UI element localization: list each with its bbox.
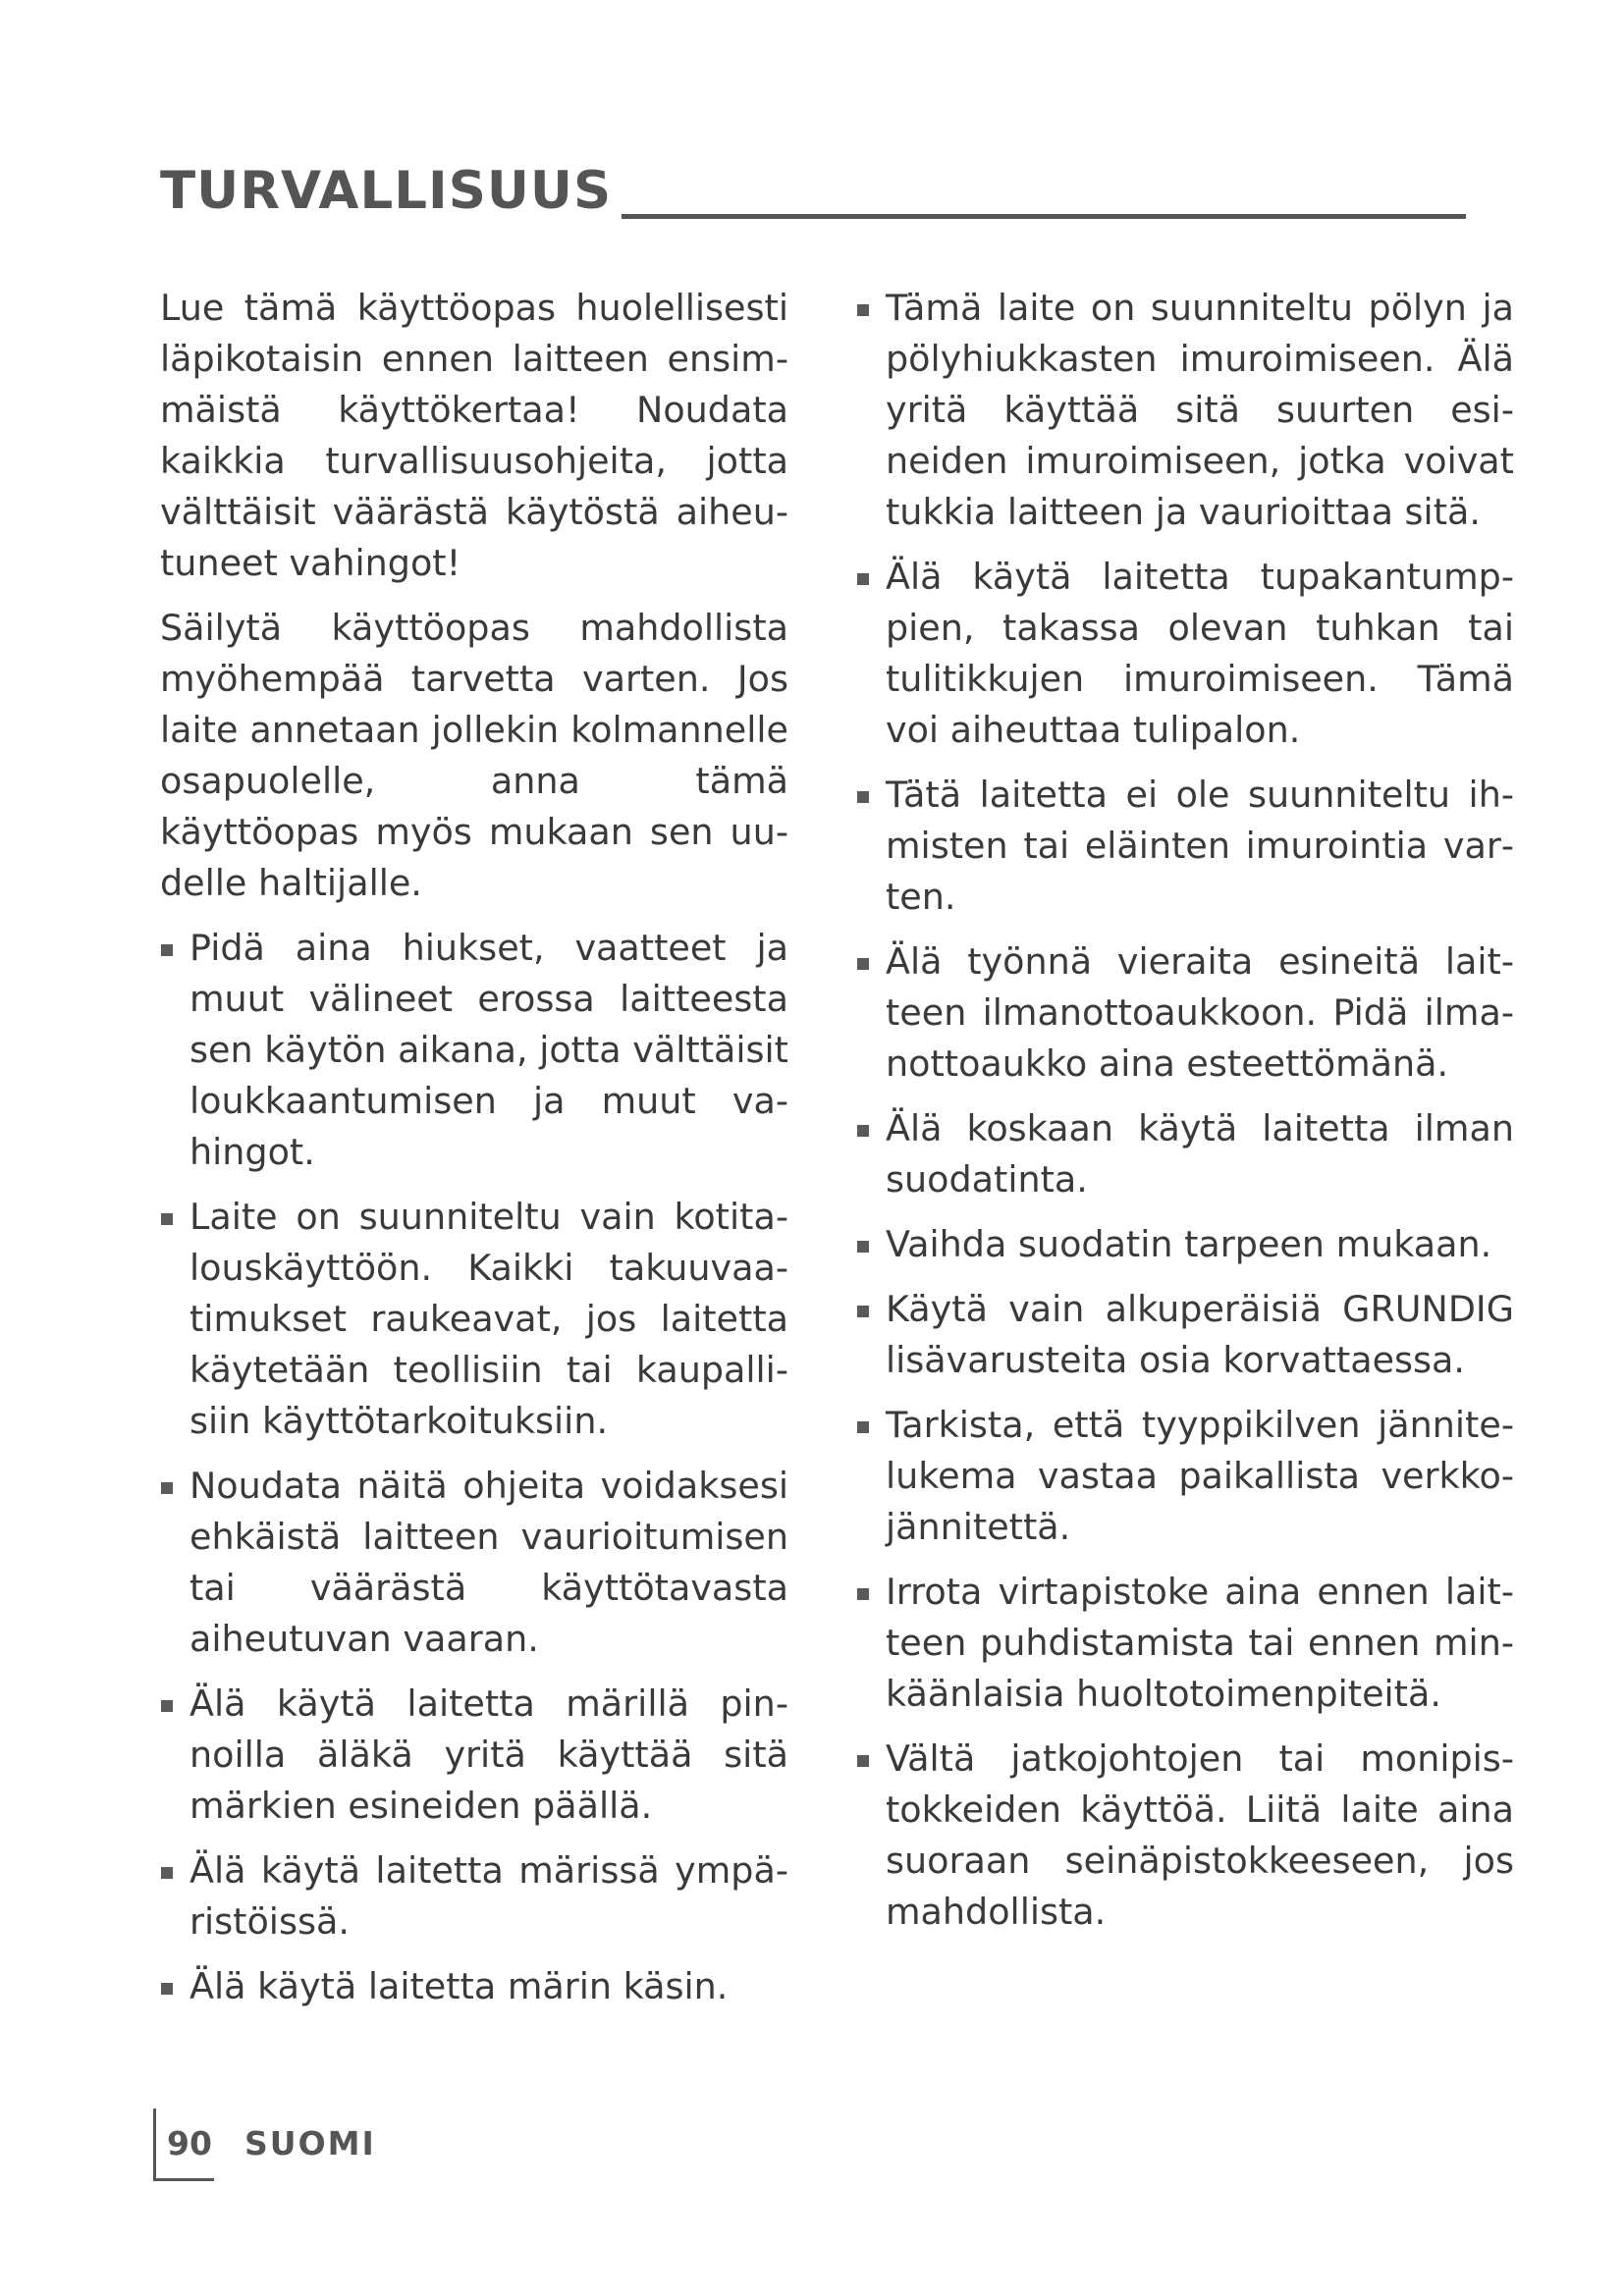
list-item <box>856 1400 1514 1553</box>
square-bullet-icon <box>857 791 869 803</box>
square-bullet-icon <box>857 1588 869 1600</box>
square-bullet-icon <box>857 958 869 970</box>
page-header <box>160 157 1466 226</box>
list-item-text: Tämä laite on suunniteltu pölyn ja pölyhiukkasten imuroimiseen. Älä yritä käyttää sitä suurten esineiden imuroimiseen, jotka voivat tukkia laitteen ja vaurioittaa sitä. <box>886 287 1514 533</box>
list-item <box>160 1192 788 1447</box>
square-bullet-icon <box>161 944 173 956</box>
list-item-text: Tarkista, että tyyppikilven jännitelukema vastaa paikallista verkkojännitettä. <box>886 1404 1514 1548</box>
footer-bar <box>153 2109 156 2181</box>
list-item <box>856 1284 1514 1386</box>
list-item <box>856 1734 1514 1938</box>
intro-paragraph: Säilytä käyttöopas mahdollista myöhempää tarvetta varten. Jos laite annetaan jollekin kolmannelle osapuolelle, anna tämä käyttöopas myös mukaan sen uudelle haltijalle. <box>160 607 788 904</box>
list-item-text: Älä käytä laitetta märillä pinnoilla äläkä yritä käyttää sitä märkien esineiden päällä. <box>189 1682 788 1827</box>
square-bullet-icon <box>857 1755 869 1767</box>
list-item-text: Vaihda suodatin tarpeen mukaan. <box>886 1223 1492 1265</box>
square-bullet-icon <box>161 1213 173 1225</box>
list-item-text: Tätä laitetta ei ole suunniteltu ihmisten tai eläinten imurointia varten. <box>886 774 1514 918</box>
list-item-text: Älä käytä laitetta märin käsin. <box>189 1965 729 2007</box>
list-item-text: Älä työnnä vieraita esineitä laitteen ilmanottoaukkoon. Pidä ilmanottoaukko aina esteettömänä. <box>886 940 1514 1085</box>
list-item-text: Laite on suunniteltu vain kotitalouskäyttöön. Kaikki takuuvaatimukset raukeavat, jos laitetta käytetään teollisiin tai kaupallisiin käyttötarkoituksiin. <box>189 1196 788 1442</box>
language-label: SUOMI <box>244 2124 376 2163</box>
header-rule <box>622 214 1466 219</box>
left-column <box>160 283 788 2026</box>
list-item-text: Pidä aina hiukset, vaatteet ja muut välineet erossa laitteesta sen käytön aikana, jotta välttäisit loukkaantumisen ja muut vahingot. <box>189 927 788 1173</box>
square-bullet-icon <box>857 573 869 585</box>
list-item-text: Älä koskaan käytä laitetta ilman suodatinta. <box>886 1107 1514 1201</box>
list-item <box>856 770 1514 923</box>
list-item-text: Käytä vain alkuperäisiä GRUNDIG lisävarusteita osia korvattaessa. <box>886 1288 1514 1381</box>
list-item <box>160 923 788 1178</box>
page-title: TURVALLISUUS <box>160 161 613 221</box>
list-item-text: Älä käytä laitetta märissä ympäristöissä. <box>189 1849 788 1943</box>
list-item-text: Vältä jatkojohtojen tai monipistokkeiden käyttöä. Liitä laite aina suoraan seinäpistokkeeseen, jos mahdollista. <box>886 1737 1514 1933</box>
list-item <box>856 1219 1514 1270</box>
list-item <box>856 936 1514 1090</box>
square-bullet-icon <box>857 1241 869 1253</box>
list-item <box>160 1961 788 2012</box>
page-number: 90 <box>167 2124 212 2163</box>
square-bullet-icon <box>161 1700 173 1712</box>
square-bullet-icon <box>857 1306 869 1317</box>
list-item-text: Irrota virtapistoke aina ennen laitteen puhdistamista tai ennen minkäänlaisia huoltotoimenpiteitä. <box>886 1571 1514 1715</box>
list-item <box>856 1567 1514 1720</box>
intro-paragraph: Lue tämä käyttöopas huolellisesti läpikotaisin ennen laitteen ensimmäistä käyttökertaa! Noudata kaikkia turvallisuusohjeita, jotta välttäisit väärästä käytöstä aiheutuneet vahingot! <box>160 287 788 584</box>
square-bullet-icon <box>161 1482 173 1494</box>
list-item <box>856 552 1514 756</box>
list-item <box>160 1461 788 1665</box>
list-item <box>856 1103 1514 1205</box>
square-bullet-icon <box>161 1867 173 1879</box>
right-column <box>856 283 1514 1951</box>
square-bullet-icon <box>161 1983 173 1995</box>
square-bullet-icon <box>857 304 869 316</box>
list-item-text: Noudata näitä ohjeita voidaksesi ehkäistä laitteen vaurioitumisen tai väärästä käyttötavasta aiheutuvan vaaran. <box>189 1465 788 1660</box>
safety-list-right <box>856 283 1514 1938</box>
list-item <box>856 283 1514 538</box>
square-bullet-icon <box>857 1421 869 1433</box>
list-item <box>160 1845 788 1948</box>
list-item <box>160 1679 788 1832</box>
safety-list-left <box>160 923 788 2012</box>
square-bullet-icon <box>857 1125 869 1137</box>
footer-underline <box>153 2178 214 2181</box>
list-item-text: Älä käytä laitetta tupakantumppien, takassa olevan tuhkan tai tulitikkujen imuroimiseen. Tämä voi aiheuttaa tulipalon. <box>886 556 1514 751</box>
